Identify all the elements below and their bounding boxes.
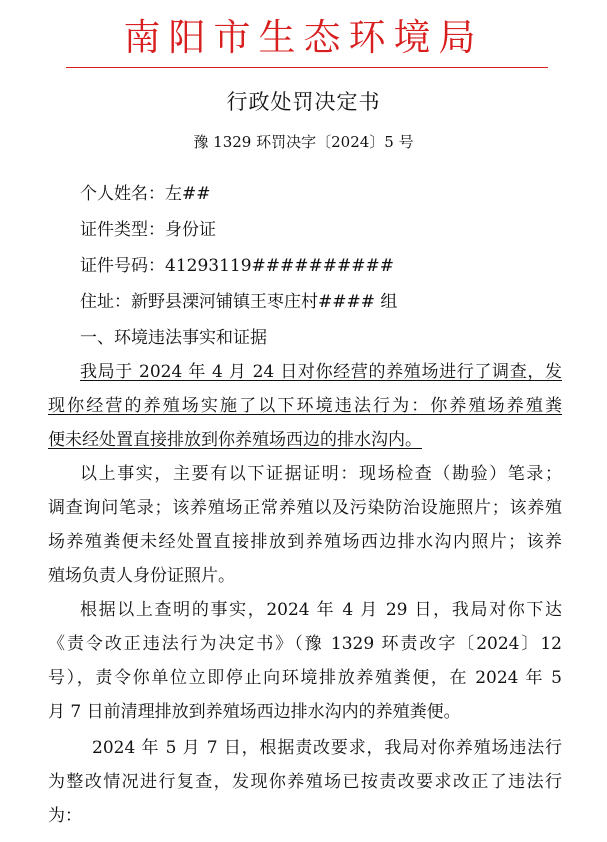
- paragraph-line: 根据以上查明的事实，2024 年 4 月 29 日，我局对你下达: [80, 600, 562, 620]
- name-value: 左##: [165, 184, 211, 204]
- paragraph-line: 我局于 2024 年 4 月 24 日对你经营的养殖场进行了调查，发: [80, 362, 562, 382]
- id-type-value: 身份证: [165, 220, 216, 240]
- paragraph-line: 《责令改正违法行为决定书》（豫 1329 环责改字〔2024〕12: [48, 634, 562, 654]
- id-type-label: 证件类型：: [80, 220, 165, 240]
- name-row: [80, 182, 211, 206]
- paragraph-line: 以上事实，主要有以下证据证明：现场检查（勘验）笔录；: [80, 464, 562, 484]
- header-divider: [66, 67, 548, 68]
- paragraph-line: 便未经处置直接排放到你养殖场西边的排水沟内。: [48, 430, 422, 450]
- address-row: [80, 290, 397, 314]
- paragraph-line: 为整改情况进行复查，发现你养殖场已按责改要求改正了违法行: [48, 772, 562, 792]
- paragraph-line: 2024 年 5 月 7 日，根据责改要求，我局对你养殖场违法行: [92, 738, 562, 758]
- paragraph-line: 月 7 日前清理排放到养殖场西边排水沟内的养殖粪便。: [48, 702, 461, 722]
- paragraph-line: 现你经营的养殖场实施了以下环境违法行为：你养殖场养殖粪: [48, 396, 562, 416]
- document-title: 行政处罚决定书: [226, 90, 381, 114]
- name-label: 个人姓名：: [80, 184, 165, 204]
- paragraph-line: 为：: [48, 806, 82, 826]
- address-label: 住址：: [80, 292, 131, 312]
- paragraph-line: 调查询问笔录；该养殖场正常养殖以及污染防治设施照片；该养殖: [48, 498, 562, 518]
- id-number-label: 证件号码：: [80, 256, 165, 276]
- id-type-row: [80, 218, 216, 242]
- section-heading: 一、环境违法事实和证据: [80, 328, 267, 348]
- document-number: 豫 1329 环罚决字〔2024〕5 号: [193, 133, 414, 151]
- id-number-row: [80, 254, 394, 278]
- id-number-value: 41293119##########: [165, 256, 394, 276]
- agency-header: 南阳市生态环境局: [123, 16, 484, 59]
- paragraph-line: 殖场负责人身份证照片。: [48, 566, 235, 586]
- paragraph-line: 场养殖粪便未经处置直接排放到养殖场西边排水沟内照片；该养: [48, 532, 562, 552]
- paragraph-line: 号），责令你单位立即停止向环境排放养殖粪便，在 2024 年 5: [48, 668, 562, 688]
- address-value: 新野县溧河铺镇王枣庄村#### 组: [131, 292, 398, 312]
